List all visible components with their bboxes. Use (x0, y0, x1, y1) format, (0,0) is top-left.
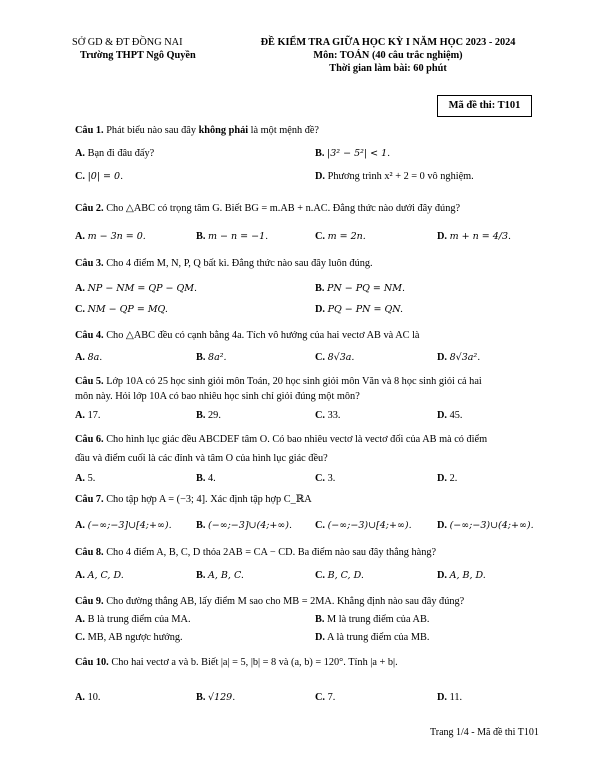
school-name: Trường THPT Ngô Quyền (80, 50, 196, 61)
question-10: Câu 10. Cho hai vectơ a và b. Biết |a| = 5, |b| = 8 và (a, b) = 120°. Tính |a + b|. (75, 657, 398, 668)
question-1: Câu 1. Phát biểu nào sau đây không phải là một mệnh đề? (75, 125, 319, 136)
question-8: Câu 8. Cho 4 điểm A, B, C, D thỏa 2AB = CA − CD. Ba điểm nào sau đây thẳng hàng? (75, 547, 437, 558)
q6-option-c: C. 3. (315, 473, 336, 484)
q3-option-b: B. PN − PQ = NM. (315, 283, 405, 294)
q1-option-c: C. |0| = 0. (75, 171, 124, 182)
q2-option-c: C. m = 2n. (315, 231, 366, 242)
q10-option-a: A. 10. (75, 692, 101, 703)
q1-option-b: B. |3² − 5²| < 1. (315, 148, 391, 159)
q9-option-c: C. MB, AB ngược hướng. (75, 632, 183, 643)
exam-title: ĐỀ KIỂM TRA GIỮA HỌC KỲ I NĂM HỌC 2023 - 2024 (260, 37, 516, 48)
q7-option-d: D. (−∞;−3)∪(4;+∞). (437, 520, 534, 531)
question-7: Câu 7. Cho tập hợp A = (−3; 4]. Xác định tập hợp C_ℝA (75, 494, 312, 505)
q1-option-d: D. Phương trình x² + 2 = 0 vô nghiệm. (315, 171, 474, 182)
exam-code-box: Mã đề thi: T101 (437, 95, 532, 117)
q5-option-a: A. 17. (75, 410, 101, 421)
q1-option-a: A. Bạn đi đâu đấy? (75, 148, 155, 159)
question-1-text: Phát biểu nào sau đây không phải là một mệnh đề? (106, 125, 319, 136)
question-6: Câu 6. Cho hình lục giác đều ABCDEF tâm O. Có bao nhiêu vectơ là vectơ đối của AB mà có điểm (75, 434, 488, 445)
q10-option-d: D. 11. (437, 692, 463, 703)
question-9: Câu 9. Cho đường thẳng AB, lấy điểm M sao cho MB = 2MA. Khẳng định nào sau đây đúng? (75, 596, 465, 607)
question-6-line-2: đầu và điểm cuối là các đỉnh và tâm O của hình lục giác đều? (75, 453, 328, 464)
q3-option-a: A. NP − NM = QP − QM. (75, 283, 198, 294)
q4-option-c: C. 8√3a. (315, 352, 355, 363)
q6-option-a: A. 5. (75, 473, 96, 484)
q3-option-d: D. PQ − PN = QN. (315, 304, 403, 315)
question-5-line-2: môn này. Hỏi lớp 10A có bao nhiêu học sinh chỉ giỏi đúng một môn? (75, 391, 360, 402)
q2-option-d: D. m + n = 4/3. (437, 231, 512, 242)
q7-option-c: C. (−∞;−3)∪[4;+∞). (315, 520, 412, 531)
question-4: Câu 4. Cho △ABC đều có cạnh bằng 4a. Tích vô hướng của hai vectơ AB và AC là (75, 330, 420, 341)
q5-option-d: D. 45. (437, 410, 463, 421)
q4-option-b: B. 8a². (196, 352, 227, 363)
question-3: Câu 3. Cho 4 điểm M, N, P, Q bất kì. Đẳng thức nào sau đây luôn đúng. (75, 258, 373, 269)
exam-subject: Môn: TOÁN (40 câu trắc nghiệm) (313, 50, 463, 61)
q10-option-c: C. 7. (315, 692, 336, 703)
q6-option-d: D. 2. (437, 473, 458, 484)
q5-option-c: C. 33. (315, 410, 341, 421)
q4-option-d: D. 8√3a². (437, 352, 481, 363)
q8-option-b: B. A, B, C. (196, 570, 244, 581)
q7-option-a: A. (−∞;−3]∪[4;+∞). (75, 520, 172, 531)
q9-option-b: B. M là trung điểm của AB. (315, 614, 430, 625)
q8-option-a: A. A, C, D. (75, 570, 124, 581)
q8-option-c: C. B, C, D. (315, 570, 364, 581)
exam-time: Thời gian làm bài: 60 phút (329, 63, 447, 74)
q10-option-b: B. √129. (196, 692, 236, 703)
q2-option-a: A. m − 3n = 0. (75, 231, 146, 242)
q5-option-b: B. 29. (196, 410, 221, 421)
question-5: Câu 5. Lớp 10A có 25 học sinh giỏi môn Toán, 20 học sinh giỏi môn Văn và 8 học sinh giỏi cả hai (75, 376, 482, 387)
q9-option-d: D. A là trung điểm của MB. (315, 632, 430, 643)
q3-option-c: C. NM − QP = MQ. (75, 304, 168, 315)
q8-option-d: D. A, B, D. (437, 570, 486, 581)
department-name: SỞ GD & ĐT ĐỒNG NAI (72, 37, 183, 48)
q4-option-a: A. 8a. (75, 352, 103, 363)
q7-option-b: B. (−∞;−3]∪(4;+∞). (196, 520, 293, 531)
page-footer: Trang 1/4 - Mã đề thi T101 (430, 727, 539, 738)
q2-option-b: B. m − n = −1. (196, 231, 269, 242)
q9-option-a: A. B là trung điểm của MA. (75, 614, 191, 625)
question-2: Câu 2. Cho △ABC có trọng tâm G. Biết BG = m.AB + n.AC. Đẳng thức nào dưới đây đúng? (75, 203, 461, 214)
q6-option-b: B. 4. (196, 473, 216, 484)
